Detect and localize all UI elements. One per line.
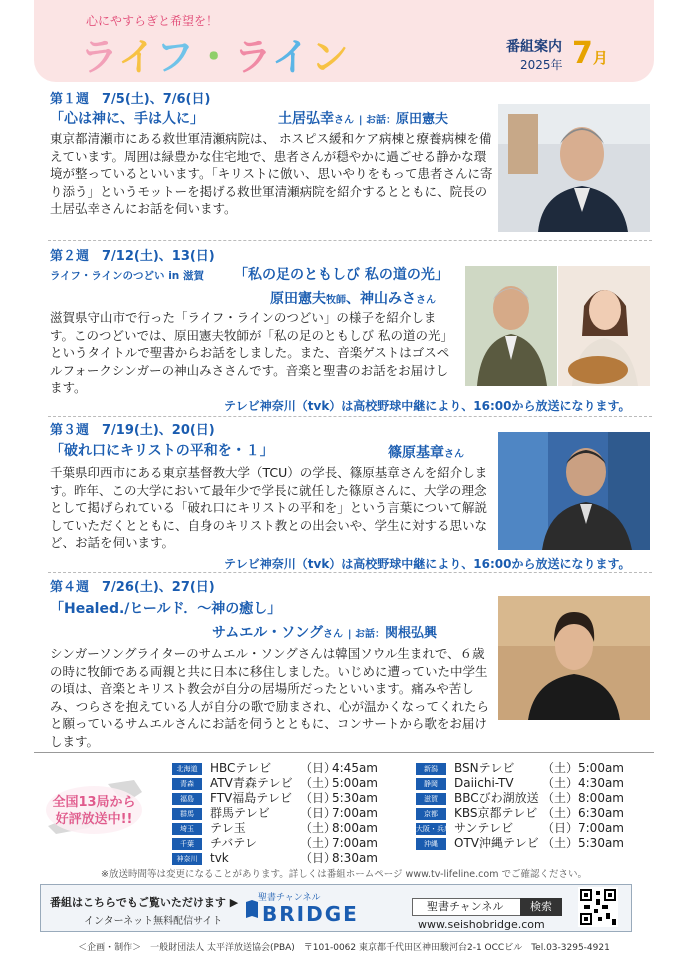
broadcast-day: （土） bbox=[542, 776, 579, 790]
divider bbox=[48, 240, 652, 241]
broadcast-time: 5:00am bbox=[578, 761, 624, 775]
station-row bbox=[172, 760, 378, 776]
station-row bbox=[416, 805, 624, 821]
broadcast-day: （土） bbox=[300, 821, 337, 835]
week3-date: 第３週 7/19(土)、20(日) bbox=[50, 423, 215, 438]
week4-speaker-photo bbox=[498, 596, 650, 720]
broadcast-time: 8:30am bbox=[332, 851, 378, 865]
week2-speaker-photo-1 bbox=[465, 266, 557, 386]
region-tag: 滋賀 bbox=[416, 793, 446, 805]
production-credits: ＜企画・制作＞ 一般財団法人 太平洋放送協会(PBA) 〒101-0062 東京都千代田区神田駿河台2-1 OCCビル Tel.03-3295-4921 bbox=[78, 943, 610, 953]
week1-title: 「心は神に、手は人に」 bbox=[50, 111, 204, 127]
week2-speaker: 原田憲夫牧師、神山みささん bbox=[270, 291, 436, 307]
station-name: BSNテレビ bbox=[454, 761, 515, 775]
year-label: 2025年 bbox=[520, 58, 563, 72]
broadcast-time: 7:00am bbox=[332, 806, 378, 820]
week3-title: 「破れ口にキリストの平和を・１」 bbox=[50, 443, 274, 459]
week2-note: テレビ神奈川（tvk）は高校野球中継により、16:00から放送になります。 bbox=[224, 399, 631, 413]
station-row bbox=[416, 775, 624, 791]
week1-speaker-photo bbox=[498, 104, 650, 232]
station-row bbox=[172, 820, 378, 836]
region-tag: 千葉 bbox=[172, 838, 202, 850]
site-url-link[interactable]: www.seishobridge.com bbox=[418, 918, 545, 931]
broadcast-day: （土） bbox=[542, 806, 579, 820]
divider bbox=[48, 572, 652, 573]
region-tag: 埼玉 bbox=[172, 823, 202, 835]
bridge-channel-label: 聖書チャンネル bbox=[258, 893, 321, 903]
station-name: HBCテレビ bbox=[210, 761, 272, 775]
week2-speaker-photo-2 bbox=[558, 266, 650, 386]
station-row bbox=[172, 835, 378, 851]
search-input[interactable]: 聖書チャンネル bbox=[412, 898, 534, 916]
week2-description: 滋賀県守山市で行った「ライフ・ラインのつどい」の様子を紹介します。このつどいでは、原田憲夫牧師が「私の足のともしび 私の道の光」というタイトルで聖書からお話をしました。また、音楽ゲストはゴスペルフォークシンガーの神山みささんです。音楽と聖書のお話をお届けします。 bbox=[50, 310, 453, 395]
region-tag: 新潟 bbox=[416, 763, 446, 775]
week2-subtitle: ライフ・ラインのつどい in 滋賀 bbox=[50, 270, 204, 282]
broadcast-time: 7:00am bbox=[332, 836, 378, 850]
week4-date: 第４週 7/26(土)、27(日) bbox=[50, 580, 215, 595]
week4-description: シンガーソングライターのサムエル・ソングさんは韓国ソウル生まれで、６歳の時に牧師である両親と共に日本に移住しました。いじめに遭っていた中学生の頃は、音楽とキリスト教会が自分の居場所だったといいます。痛みや苦しみ、つらさを抱えている人が自分の歌で励まされ、心が温かくなってくれたらと願っているサムエルさんにお話を伺うとともに、コンサートから歌をお届けします。 bbox=[50, 646, 490, 749]
broadcast-time: 8:00am bbox=[332, 821, 378, 835]
region-tag: 神奈川 bbox=[172, 853, 202, 865]
region-tag: 沖縄 bbox=[416, 838, 446, 850]
station-row bbox=[172, 805, 378, 821]
broadcast-day: （土） bbox=[542, 761, 579, 775]
broadcast-day: （日） bbox=[300, 851, 337, 865]
station-name: Daiichi-TV bbox=[454, 776, 514, 790]
station-name: チバテレ bbox=[210, 836, 258, 850]
broadcast-day: （土） bbox=[300, 776, 337, 790]
station-row bbox=[416, 835, 624, 851]
region-tag: 静岡 bbox=[416, 778, 446, 790]
region-tag: 福島 bbox=[172, 793, 202, 805]
station-name: ATV青森テレビ bbox=[210, 776, 293, 790]
tagline: 心にやすらぎと希望を！ bbox=[86, 14, 219, 28]
broadcast-day: （日） bbox=[542, 821, 579, 835]
station-name: FTV福島テレビ bbox=[210, 791, 292, 805]
region-tag: 北海道 bbox=[172, 763, 202, 775]
week1-speaker: 土居弘幸さん | お話：原田憲夫 bbox=[278, 111, 449, 127]
station-name: KBS京都テレビ bbox=[454, 806, 538, 820]
divider bbox=[48, 416, 652, 417]
station-row bbox=[416, 760, 624, 776]
broadcast-day: （土） bbox=[300, 836, 337, 850]
qr-code-icon[interactable] bbox=[578, 887, 618, 927]
program-guide-label: 番組案内 bbox=[506, 39, 562, 55]
broadcast-day: （日） bbox=[300, 806, 337, 820]
station-row bbox=[172, 850, 378, 866]
broadcast-badge: 全国13局から 好評放送中!! bbox=[52, 795, 136, 827]
broadcast-time: 8:00am bbox=[578, 791, 624, 805]
broadcast-day: （日） bbox=[300, 791, 337, 805]
week3-speaker: 篠原基章さん bbox=[388, 445, 464, 461]
schedule-disclaimer: ※放送時間等は変更になることがあります。詳しくは番組ホームページ www.tv-lifeline.com でご確認ください。 bbox=[101, 869, 587, 880]
bridge-logo[interactable]: BRIDGE bbox=[262, 902, 359, 926]
station-name: サンテレビ bbox=[454, 821, 514, 835]
region-tag: 青森 bbox=[172, 778, 202, 790]
week3-description: 千葉県印西市にある東京基督教大学（TCU）の学長、篠原基章さんを紹介します。昨年、この大学において最年少で学長に就任した篠原さんに、大学の理念として掲げられている「破れ口にキリストの平和を」という言葉について解説していただくとともに、自身のキリスト教との出会いや、学生に対する思いなど、お話を伺います。 bbox=[50, 465, 488, 550]
broadcast-time: 5:00am bbox=[332, 776, 378, 790]
broadcast-day: （土） bbox=[542, 791, 579, 805]
free-streaming-label: インターネット無料配信サイト bbox=[84, 916, 223, 927]
week1-description: 東京都清瀬市にある救世軍清瀬病院は、 ホスピス緩和ケア病棟と療養病棟を備えています。周囲は緑豊かな住宅地で、患者さんが穏やかに過ごせる静かな環境が整っているといいます。「キリストに倣い、思いやりをもって患者さんに寄り添う」というモットーを掲げる救世軍清瀬病院を紹介するとともに、院長の土居弘幸さんにお話を伺います。 bbox=[50, 131, 493, 216]
broadcast-time: 7:00am bbox=[578, 821, 624, 835]
station-name: BBCびわ湖放送 bbox=[454, 791, 539, 805]
station-row bbox=[172, 775, 378, 791]
search-button[interactable]: 検索 bbox=[520, 898, 562, 916]
broadcast-time: 6:30am bbox=[578, 806, 624, 820]
station-row bbox=[416, 820, 624, 836]
week4-title: 「Healed./ヒールド．～神の癒し」 bbox=[50, 601, 282, 617]
station-name: テレ玉 bbox=[210, 821, 246, 835]
watch-online-label: 番組はこちらでもご覧いただけます ▶ bbox=[50, 896, 239, 909]
broadcast-time: 5:30am bbox=[332, 791, 378, 805]
program-logo: ライフ・ライン bbox=[80, 35, 350, 79]
week2-date: 第２週 7/12(土)、13(日) bbox=[50, 249, 215, 264]
station-row bbox=[172, 790, 378, 806]
station-row bbox=[416, 790, 624, 806]
station-name: tvk bbox=[210, 851, 229, 865]
region-tag: 京都 bbox=[416, 808, 446, 820]
divider bbox=[34, 752, 654, 753]
week4-speaker: サムエル・ソングさん | お話：関根弘興 bbox=[212, 625, 438, 641]
week3-speaker-photo bbox=[498, 432, 650, 550]
broadcast-day: （土） bbox=[542, 836, 579, 850]
region-tag: 群馬 bbox=[172, 808, 202, 820]
broadcast-time: 4:45am bbox=[332, 761, 378, 775]
station-name: 群馬テレビ bbox=[210, 806, 270, 820]
broadcast-day: （日） bbox=[300, 761, 337, 775]
month-label: 7月 bbox=[572, 36, 608, 71]
station-name: OTV沖縄テレビ bbox=[454, 836, 539, 850]
region-tag: 大阪・兵庫 bbox=[416, 824, 451, 833]
broadcast-time: 5:30am bbox=[578, 836, 624, 850]
week3-note: テレビ神奈川（tvk）は高校野球中継により、16:00から放送になります。 bbox=[224, 557, 631, 571]
broadcast-time: 4:30am bbox=[578, 776, 624, 790]
week2-title: 「私の足のともしび 私の道の光」 bbox=[234, 267, 449, 283]
week1-date: 第１週 7/5(土)、7/6(日) bbox=[50, 92, 211, 107]
